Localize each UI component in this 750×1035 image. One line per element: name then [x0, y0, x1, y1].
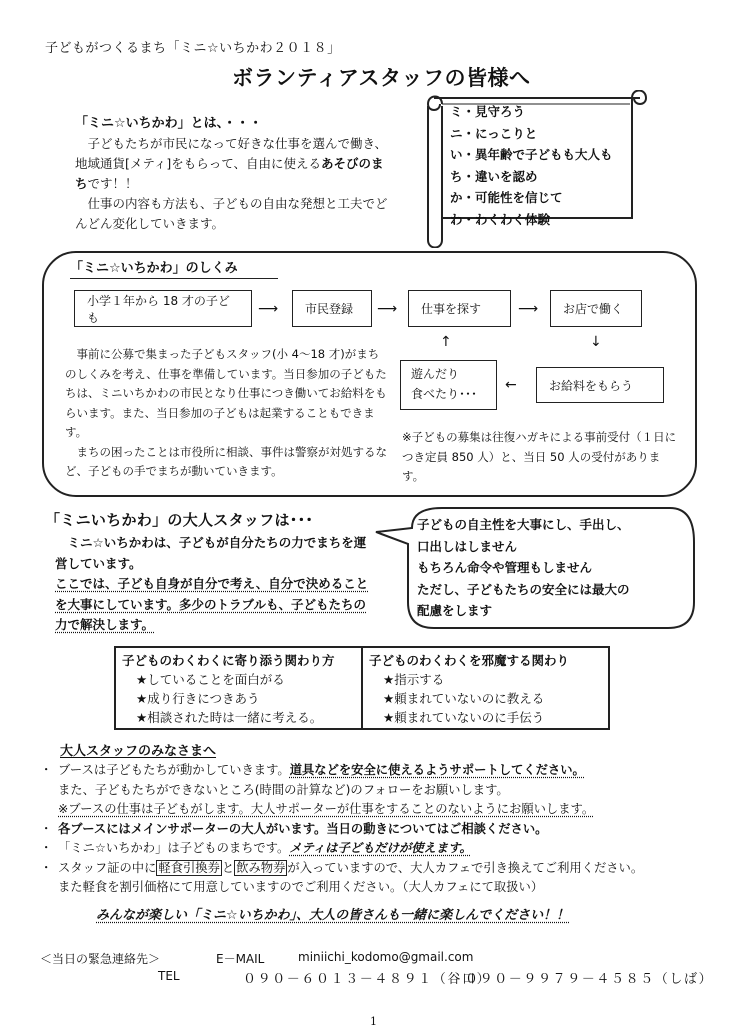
- note-text: と: [221, 860, 235, 875]
- motto-item: わ・わくわく体験: [450, 211, 551, 227]
- intro-section: [75, 114, 395, 234]
- good-attitude-item: ★成り行きにつきあう: [136, 691, 260, 706]
- note-text: 各ブースにはメインサポーターの大人がいます。当日の動きについてはご相談ください。: [58, 821, 548, 836]
- note-text: ブースは子どもたちが動かしていきます。: [58, 763, 290, 777]
- tel-label: TEL: [158, 969, 180, 983]
- note-text: また軽食を割引価格にて用意していますのでご利用ください。（大人カフェにて取扱い）: [58, 880, 544, 894]
- note-text: 「ミニ☆いちかわ」は子どものまちです。: [58, 841, 290, 855]
- adult-staff-paragraph-2: ここでは、子ども自身が自分で考え、自分で決めることを大事にしています。多少のトラブルも、子どもたちの力で解決します。: [55, 576, 369, 632]
- note-item: [40, 859, 720, 898]
- bad-attitude-item: ★頼まれていないのに手伝う: [383, 710, 545, 725]
- page-title: ボランティアスタッフの皆様へ: [232, 66, 531, 90]
- flow-step-get-paid: お給料をもらう: [536, 367, 664, 403]
- flow-step-register: 市民登録: [292, 290, 372, 327]
- good-attitude-heading: 子どものわくわくに寄り添う関わり方: [122, 653, 335, 668]
- motto-item: ニ・にっこりと: [450, 125, 538, 141]
- bad-attitude-item: ★頼まれていないのに教える: [383, 691, 545, 706]
- attitude-table: [114, 646, 610, 730]
- bubble-line: 配慮をします: [417, 603, 493, 618]
- flow-step-eat: 食べたり･･･: [411, 387, 478, 401]
- motto-item: か・可能性を信じて: [450, 190, 563, 205]
- speech-bubble-text: [417, 514, 630, 622]
- notes-list: [40, 761, 720, 898]
- phone-number-taniguchi[interactable]: ０９０－６０１３－４８９１（谷口）: [243, 972, 492, 987]
- flow-step-find-job: 仕事を探す: [408, 290, 511, 327]
- intro-heading: 「ミニ☆いちかわ」とは、・・・: [75, 116, 263, 131]
- motto-item: ち・違いを認め: [450, 168, 538, 184]
- emergency-contact-label: ＜当日の緊急連絡先＞: [40, 952, 161, 966]
- system-paragraph-1: 事前に公募で集まった子どもスタッフ(小 4～18 才)がまちのしくみを考え、仕事を準備しています。当日参加の子どもたちは、ミニいちかわの市民となり仕事につき働いてお給料をもらいます。また、当日参加の子どもは起業することもできます。: [65, 347, 387, 439]
- bubble-line: ただし、子どもたちの安全には最大の: [417, 581, 630, 597]
- bubble-line: 口出しはしません: [417, 538, 518, 554]
- note-emphasis: 道具などを安全に使えるようサポートしてください。: [289, 763, 585, 777]
- note-text: スタッフ証の中に: [58, 860, 157, 875]
- page-number: 1: [370, 1015, 377, 1028]
- motto-item: い・異年齢で子どもも大人も: [450, 147, 613, 162]
- bad-attitude-heading: 子どものわくわくを邪魔する関わり: [369, 653, 570, 668]
- bullet: ・: [40, 821, 53, 836]
- system-heading: 「ミニ☆いちかわ」のしくみ: [70, 257, 278, 279]
- good-attitude-column: [116, 648, 361, 728]
- email-address[interactable]: miniichi_kodomo@gmail.com: [298, 950, 474, 964]
- note-text: が入っていますので、大人カフェで引き換えてご利用ください。: [287, 860, 644, 875]
- adult-staff-text: [55, 533, 370, 636]
- arrow-left-icon: ←: [505, 377, 517, 393]
- note-item: [40, 761, 720, 820]
- note-item: [40, 820, 720, 840]
- bullet: ・: [40, 860, 53, 875]
- recruitment-note: ※子どもの募集は往復ハガキによる事前受付（１日につき定員 850 人）と、当日 50 人の受付があります。: [402, 430, 677, 483]
- motto-item: ミ・見守ろう: [450, 104, 526, 119]
- email-label: E－MAIL: [216, 952, 265, 966]
- note-emphasis: メティは子どもだけが使えます。: [289, 841, 472, 855]
- bubble-line: 子どもの自主性を大事にし、手出し、: [417, 517, 630, 532]
- motto-scroll: [420, 90, 650, 248]
- flow-step-children: 小学１年から 18 才の子ども: [74, 290, 252, 327]
- drink-ticket-label: 飲み物券: [236, 860, 286, 875]
- arrow-down-icon: ↓: [590, 334, 602, 350]
- arrow-right-icon: ⟶: [518, 301, 539, 317]
- flow-step-play: 遊んだり: [411, 367, 460, 381]
- system-paragraph-2: まちの困ったことは市役所に相談、事件は警察が対処するなど、子どもの手でまちが動いていきます。: [65, 444, 387, 478]
- bullet: ・: [40, 763, 53, 777]
- intro-text-end: です！！: [87, 176, 138, 191]
- note-text: また、子どもたちができないところ(時間の計算など)のフォローをお願いします。: [58, 782, 509, 797]
- intro-bold-text: あそびのまち: [75, 156, 384, 191]
- document-subtitle: 子どもがつくるまち「ミニ☆いちかわ２０１８」: [45, 41, 341, 56]
- bullet: ・: [40, 841, 53, 855]
- good-attitude-item: ★していることを面白がる: [136, 672, 285, 687]
- snack-ticket-label: 軽食引換券: [158, 860, 220, 875]
- note-item: [40, 839, 720, 859]
- good-attitude-item: ★相談された時は一緒に考える。: [136, 710, 323, 725]
- speech-bubble: [372, 502, 700, 634]
- closing-message: みんなが楽しい「ミニ☆いちかわ」、大人の皆さんも一緒に楽しんでください！！: [96, 908, 570, 923]
- intro-paragraph-1: [75, 134, 395, 194]
- intro-paragraph-2: 仕事の内容も方法も、子どもの自由な発想と工夫でどんどん変化していきます。: [75, 196, 388, 231]
- notes-heading: 大人スタッフのみなさまへ: [60, 744, 217, 759]
- intro-text: 子どもたちが市民になって好きな仕事を選んで働き、地域通貨[メティ]をもらって、自由に使える: [75, 136, 388, 171]
- motto-list: [450, 101, 613, 230]
- bad-attitude-item: ★指示する: [383, 672, 445, 687]
- arrow-right-icon: ⟶: [258, 301, 279, 317]
- bubble-line: もちろん命令や管理もしません: [417, 560, 593, 575]
- system-description: [65, 345, 390, 482]
- note-text: ※ブースの仕事は子どもがします。大人サポーターが仕事をすることのないようにお願いします。: [58, 802, 595, 816]
- adult-staff-heading: 「ミニいちかわ」の大人スタッフは･･･: [45, 511, 314, 529]
- bad-attitude-column: [361, 648, 608, 728]
- flow-step-play-eat: [400, 360, 497, 410]
- phone-number-shiba[interactable]: ０９０－９９７９－４５８５（しば）: [465, 972, 714, 987]
- flow-step-work: お店で働く: [550, 290, 642, 327]
- arrow-up-icon: ↑: [440, 334, 452, 350]
- arrow-right-icon: ⟶: [377, 301, 398, 317]
- adult-staff-paragraph-1: ミニ☆いちかわは、子どもが自分たちの力でまちを運営しています。: [55, 535, 367, 571]
